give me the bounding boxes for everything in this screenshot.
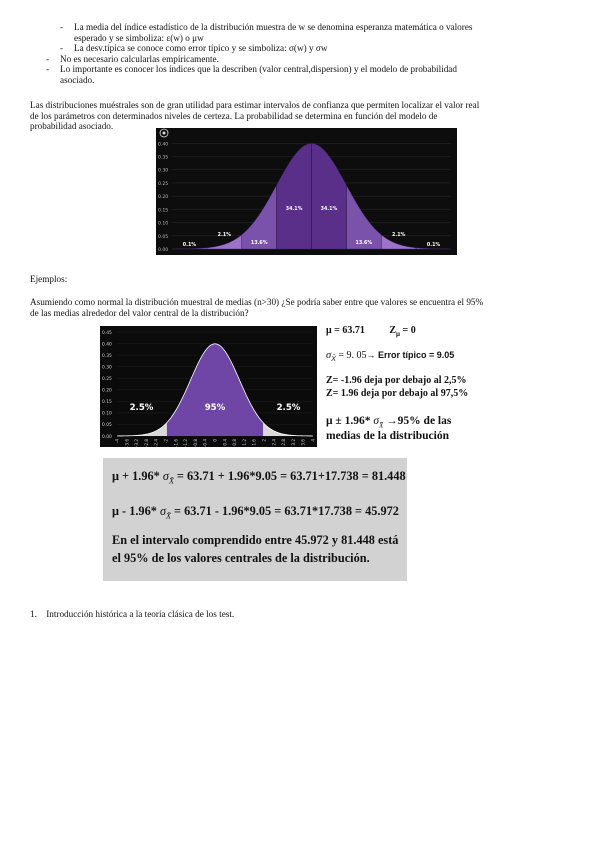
- logo-icon: [160, 129, 168, 137]
- calculation-box: [103, 458, 407, 581]
- paragraph-line: de las medias alrededor del valor central de la distribución?: [30, 307, 249, 318]
- list-item: - La desv.típica se conoce como error típico y se simboliza: σ(w) y σw: [60, 43, 566, 54]
- y-tick-label: 0.20: [102, 388, 112, 394]
- x-tick-label: -3.2: [134, 439, 140, 447]
- error-tipico-label: → Error típico = 9.05: [366, 350, 455, 360]
- x-tick-label: -1.6: [173, 439, 179, 447]
- conclusion-line-1: En el intervalo comprendido entre 45.972 y 81.448 está: [112, 533, 399, 547]
- x-tick-label: 1.6: [251, 439, 257, 446]
- y-tick-label: 0.35: [102, 353, 112, 359]
- x-tick-label: 2: [261, 439, 267, 442]
- y-tick-label: 0.15: [102, 400, 112, 406]
- z-low-line: Z= -1.96 deja por debajo al 2,5%: [326, 375, 467, 386]
- curve-region: [277, 144, 312, 249]
- region-label: 0.1%: [182, 243, 197, 248]
- list-item: - Lo importante es conocer los índices que la describen (valor central,dispersion) y el modelo de probabilidad asociado.: [46, 64, 566, 85]
- interval-curve-svg: [100, 326, 317, 447]
- y-tick-label: 0.30: [102, 365, 112, 371]
- list-item-line: No es necesario calcularlas empíricamente.: [60, 53, 219, 64]
- region-label: 2.5%: [276, 403, 301, 413]
- bullet-list: [46, 22, 566, 86]
- paragraph-question: [30, 297, 570, 318]
- x-tick-label: -1.2: [183, 439, 189, 447]
- paragraph-line: probabilidad asociado.: [30, 121, 114, 132]
- list-item: - No es necesario calcularlas empíricamente.: [46, 54, 566, 65]
- list-item-line: La media del índice estadístico de la distribución muestra de w se denomina esperanza matemática o valores: [74, 22, 473, 32]
- y-tick-label: 0.45: [102, 330, 112, 336]
- curve-region: [416, 248, 451, 249]
- curve-region: [312, 144, 347, 249]
- y-tick-label: 0.40: [102, 342, 112, 348]
- list-item-line: asociado.: [60, 74, 95, 85]
- region-label: 2.1%: [392, 233, 406, 238]
- y-tick-label: 0.00: [158, 248, 169, 253]
- x-tick-label: -2.8: [143, 439, 149, 447]
- normal-distribution-chart: [156, 128, 457, 255]
- region-label: 0.1%: [426, 243, 441, 248]
- sigma-symbol: σ: [326, 350, 332, 361]
- y-tick-label: 0.35: [158, 155, 169, 161]
- y-tick-label: 0.00: [102, 434, 112, 440]
- paragraph-line: Asumiendo como normal la distribución muestral de medias (n>30) ¿Se podría saber entre que valores se encuentra el 95%: [30, 297, 484, 307]
- numbered-list-item: [30, 609, 234, 620]
- x-tick-label: 0: [212, 439, 218, 442]
- interval-line: μ ± 1.96* $\sigma_{X̄} \to 95\%$ de las: [326, 415, 452, 430]
- region-label: 2.5%: [129, 403, 154, 413]
- normal-curve-svg: [156, 128, 457, 255]
- stats-mu-line: [326, 326, 416, 340]
- y-tick-label: 0.10: [158, 221, 169, 227]
- conclusion-line-2: el 95% de los valores centrales de la distribución.: [112, 551, 370, 565]
- y-tick-label: 0.20: [158, 195, 169, 201]
- region-label: 34.1%: [320, 207, 338, 212]
- ejemplos-label: Ejemplos:: [30, 274, 68, 284]
- x-tick-label: -0.8: [192, 439, 198, 447]
- y-tick-label: 0.05: [158, 234, 169, 240]
- region-label: 95%: [204, 403, 226, 413]
- region-label: 34.1%: [285, 207, 303, 212]
- list-item: - La media del índice estadístico de la distribución muestra de w se denomina esperanza matemática o valores esperado y se simboliza: ε(w) o μw: [60, 22, 566, 43]
- y-tick-label: 0.25: [102, 377, 112, 383]
- mu-value: μ = 63.71: [326, 325, 365, 336]
- curve-region: [346, 185, 381, 249]
- x-tick-label: 2.4: [271, 439, 277, 446]
- stats-sigma-line: $\sigma_{X̄} = 9$. 05→ Error típico = 9.05: [326, 350, 455, 363]
- region-label: 13.6%: [355, 241, 373, 246]
- list-number: 1.: [30, 609, 37, 619]
- x-tick-label: 3.2: [290, 439, 296, 446]
- y-tick-label: 0.10: [102, 411, 112, 417]
- x-tick-label: -3.6: [124, 439, 130, 447]
- z-high-line: Z= 1.96 deja por debajo al 97,5%: [326, 388, 469, 399]
- x-tick-label: -2.4: [153, 439, 159, 447]
- interval-line-2: medias de la distribución: [326, 430, 450, 442]
- sigma-value: = 9. 05: [335, 350, 367, 361]
- x-tick-label: 1.2: [241, 439, 247, 446]
- upper-bound-formula: μ + 1.96* $\sigma_{X̄} = 63.71 + 1.96*9.05 = 63.71+17.738 = 81.448$: [112, 469, 406, 486]
- y-tick-label: 0.15: [158, 208, 169, 214]
- x-tick-label: -0.4: [202, 439, 208, 447]
- curve-region: [242, 185, 277, 249]
- paragraph-line: de los parámetros con determinados niveles de certeza. La probabilidad se determina en función del modelo de: [30, 110, 438, 121]
- y-tick-label: 0.05: [102, 423, 112, 429]
- list-item-line: esperado y se simboliza: ε(w) o μw: [74, 32, 204, 43]
- zmu-value: $Z_\mu = 0$: [389, 325, 416, 338]
- x-tick-label: -4: [114, 439, 120, 444]
- y-tick-label: 0.25: [158, 181, 169, 187]
- region-label: 2.1%: [217, 233, 231, 238]
- paragraph-line: Las distribuciones muéstrales son de gran utilidad para estimar intervalos de confianza que permiten localizar el valor real: [30, 100, 480, 110]
- list-item-text: Introducción histórica a la teoría clásica de los test.: [46, 609, 235, 619]
- x-tick-label: 0.8: [232, 439, 238, 446]
- region-label: 13.6%: [250, 241, 268, 246]
- x-tick-label: 0.4: [222, 439, 228, 446]
- confidence-interval-chart: [100, 326, 317, 447]
- curve-region: [172, 248, 207, 249]
- lower-bound-formula: μ - 1.96* $\sigma_{X̄} = 63.71 - 1.96*9.05 = 63.71*17.738 = 45.972$: [112, 504, 399, 521]
- list-item-line: Lo importante es conocer los índices que la describen (valor central,dispersion) y el modelo de probabilidad: [60, 64, 457, 75]
- x-tick-label: 2.8: [281, 439, 287, 446]
- x-tick-label: 4: [310, 439, 316, 442]
- y-tick-label: 0.30: [158, 168, 169, 174]
- list-item-line: La desv.típica se conoce como error típico y se simboliza: σ(w) y σw: [74, 43, 328, 54]
- x-tick-label: -2: [163, 439, 169, 444]
- y-tick-label: 0.40: [158, 142, 169, 148]
- x-tick-label: 3.6: [300, 439, 306, 446]
- paragraph-distribuciones: [30, 100, 570, 132]
